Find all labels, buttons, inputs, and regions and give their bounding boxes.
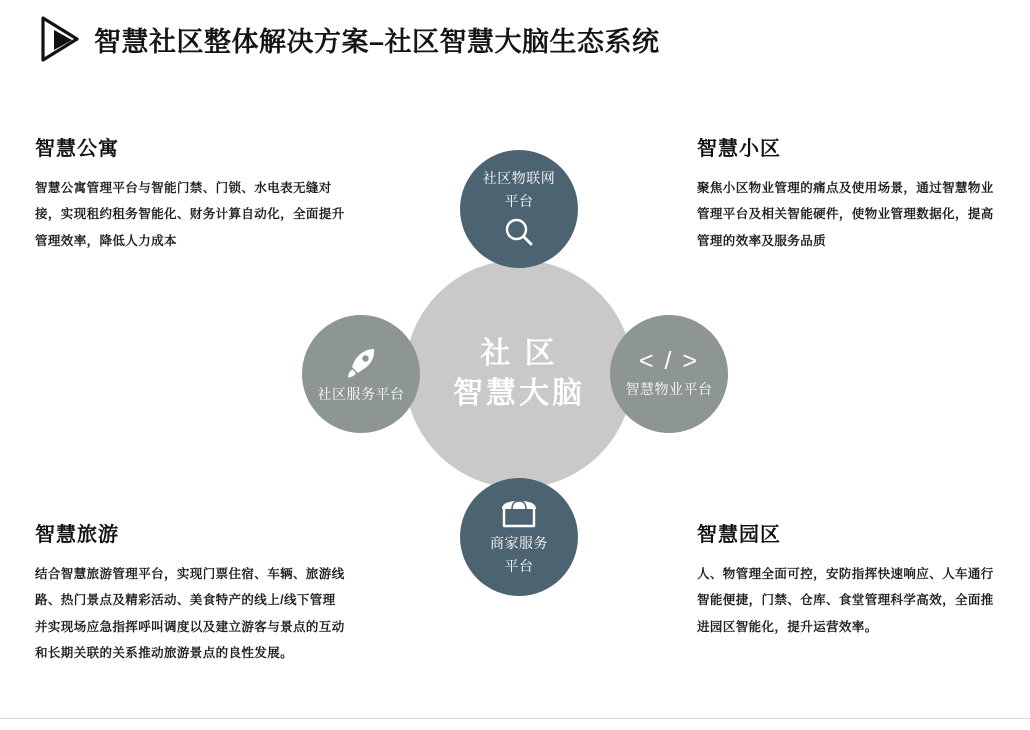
play-triangle-logo-icon xyxy=(40,16,80,62)
node-label-property: 智慧物业平台 xyxy=(625,381,713,398)
node-label-merchant-line1: 商家服务 xyxy=(490,535,548,552)
diagram-node-property-platform[interactable] xyxy=(610,315,728,433)
node-label-service: 社区服务平台 xyxy=(317,385,405,402)
ecosystem-diagram xyxy=(280,150,750,620)
diagram-node-iot-platform[interactable] xyxy=(460,150,578,268)
node-label-iot-line1: 社区物联网 xyxy=(482,170,556,187)
page-title: 智慧社区整体解决方案–社区智慧大脑生态系统 xyxy=(94,26,660,57)
footer-divider xyxy=(0,718,1030,719)
diagram-node-merchant-platform[interactable] xyxy=(460,478,578,596)
section-title-smart-tourism: 智慧旅游 xyxy=(35,524,119,546)
section-title-smart-park: 智慧园区 xyxy=(697,524,781,546)
node-label-iot-line2: 平台 xyxy=(504,193,534,209)
diagram-node-service-platform[interactable] xyxy=(302,315,420,433)
diagram-core-community-brain xyxy=(405,260,633,488)
section-body-smart-park: 人、物管理全面可控，安防指挥快速响应、人车通行智能便捷，门禁、仓库、食堂管理科学高效，全面推进园区智能化，提升运营效率。 xyxy=(697,567,994,634)
page-header xyxy=(40,16,660,62)
core-label-line2: 智慧大脑 xyxy=(453,377,585,410)
section-title-smart-apartment: 智慧公寓 xyxy=(35,138,119,160)
section-title-smart-community: 智慧小区 xyxy=(697,138,781,160)
storefront-icon xyxy=(499,498,539,530)
section-body-smart-apartment: 智慧公寓管理平台与智能门禁、门锁、水电表无缝对接，实现租约租务智能化、财务计算自动化，全面提升管理效率，降低人力成本 xyxy=(35,181,345,248)
rocket-icon xyxy=(343,345,379,381)
node-label-merchant-line2: 平台 xyxy=(504,558,534,574)
core-label-line1: 社 区 xyxy=(480,336,558,370)
section-body-smart-tourism: 结合智慧旅游管理平台，实现门票住宿、车辆、旅游线路、热门景点及精彩活动、美食特产的线上/线下管理并实现场应急指挥呼叫调度以及建立游客与景点的互动和长期关联的关系推动旅游景点的良性发展。 xyxy=(35,567,345,660)
section-body-smart-community: 聚焦小区物业管理的痛点及使用场景，通过智慧物业管理平台及相关智能硬件，使物业管理数据化，提高管理的效率及服务品质 xyxy=(697,181,994,248)
search-icon xyxy=(502,215,536,249)
code-brackets-icon: < / > xyxy=(638,347,700,376)
